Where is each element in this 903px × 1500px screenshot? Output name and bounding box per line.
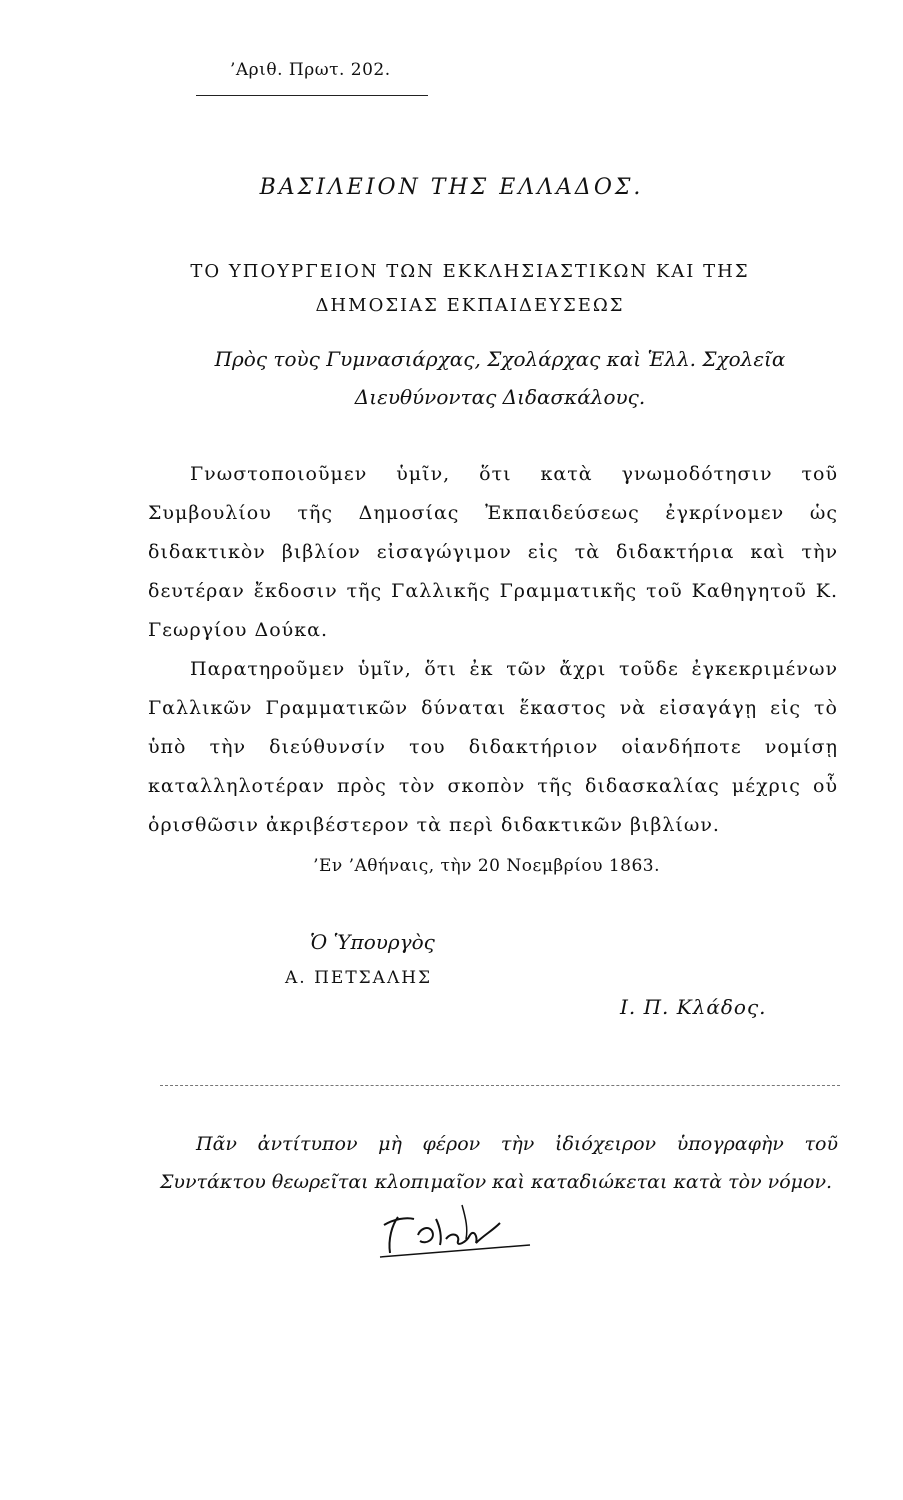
minister-title: Ὁ Ὑπουργὸς xyxy=(310,930,435,954)
divider-line xyxy=(160,1085,840,1086)
addressee xyxy=(140,340,860,416)
kingdom-heading: ΒΑΣΙΛΕΙΟΝ ΤΗΣ ΕΛΛΑΔΟΣ. xyxy=(259,175,644,200)
handwritten-signature xyxy=(370,1195,540,1275)
protocol-number: ’Αριθ. Πρωτ. 202. xyxy=(230,60,391,80)
notice-text: Πᾶν ἀντίτυπον μὴ φέρον τὴν ἰδιόχειρον ὑπογραφὴν τοῦ Συντάκτου θεωρεῖται κλοπιμαῖον καὶ καταδιώκεται κατὰ τὸν νόμον. xyxy=(160,1133,838,1193)
minister-name: Α. ΠΕΤΣΑΛΗΣ xyxy=(285,968,433,988)
ministry-line-1: ΤΟ ΥΠΟΥΡΓΕΙΟΝ ΤΩΝ ΕΚΚΛΗΣΙΑΣΤΙΚΩΝ ΚΑΙ ΤΗΣ xyxy=(190,261,750,282)
paragraph-remark: Παρατηροῦμεν ὑμῖν, ὅτι ἐκ τῶν ἄχρι τοῦδε ἐγκεκριμένων Γαλλικῶν Γραμματικῶν δύναται ἕκαστος νὰ εἰσαγάγῃ εἰς τὸ ὑπὸ τὴν διεύθυνσίν του διδακτήριον οἱανδήποτε νομίσῃ καταλληλοτέραν πρὸς τὸν σκοπὸν τῆς διδασκαλίας μέχρις οὗ ὁρισθῶσιν ἀκριβέστερον τὰ περὶ διδακτικῶν βιβλίων. xyxy=(148,658,838,836)
secretary-name: Ι. Π. Κλάδος. xyxy=(620,995,767,1019)
date-line: ’Εν ’Αθήναις, τὴν 20 Νοεμβρίου 1863. xyxy=(313,856,660,876)
protocol-underline xyxy=(196,95,428,96)
copyright-notice xyxy=(160,1125,838,1201)
address-line-2: Διευθύνοντας Διδασκάλους. xyxy=(354,385,646,409)
ministry-line-2: ΔΗΜΟΣΙΑΣ ΕΚΠΑΙΔΕΥΣΕΩΣ xyxy=(315,295,625,316)
ministry-heading xyxy=(150,255,790,323)
circular-body xyxy=(148,455,838,845)
paragraph-approval: Γνωστοποιοῦμεν ὑμῖν, ὅτι κατὰ γνωμοδότησιν τοῦ Συμβουλίου τῆς Δημοσίας Ἐκπαιδεύσεως ἐγκρίνομεν ὡς διδακτικὸν βιβλίον εἰσαγώγιμον εἰς τὰ διδακτήρια καὶ τὴν δευτέραν ἔκδοσιν τῆς Γαλλικῆς Γραμματικῆς τοῦ Καθηγητοῦ Κ. Γεωργίου Δούκα. xyxy=(148,463,838,641)
address-line-1: Πρὸς τοὺς Γυμνασιάρχας, Σχολάρχας καὶ Ἑλλ. Σχολεῖα xyxy=(214,347,786,371)
